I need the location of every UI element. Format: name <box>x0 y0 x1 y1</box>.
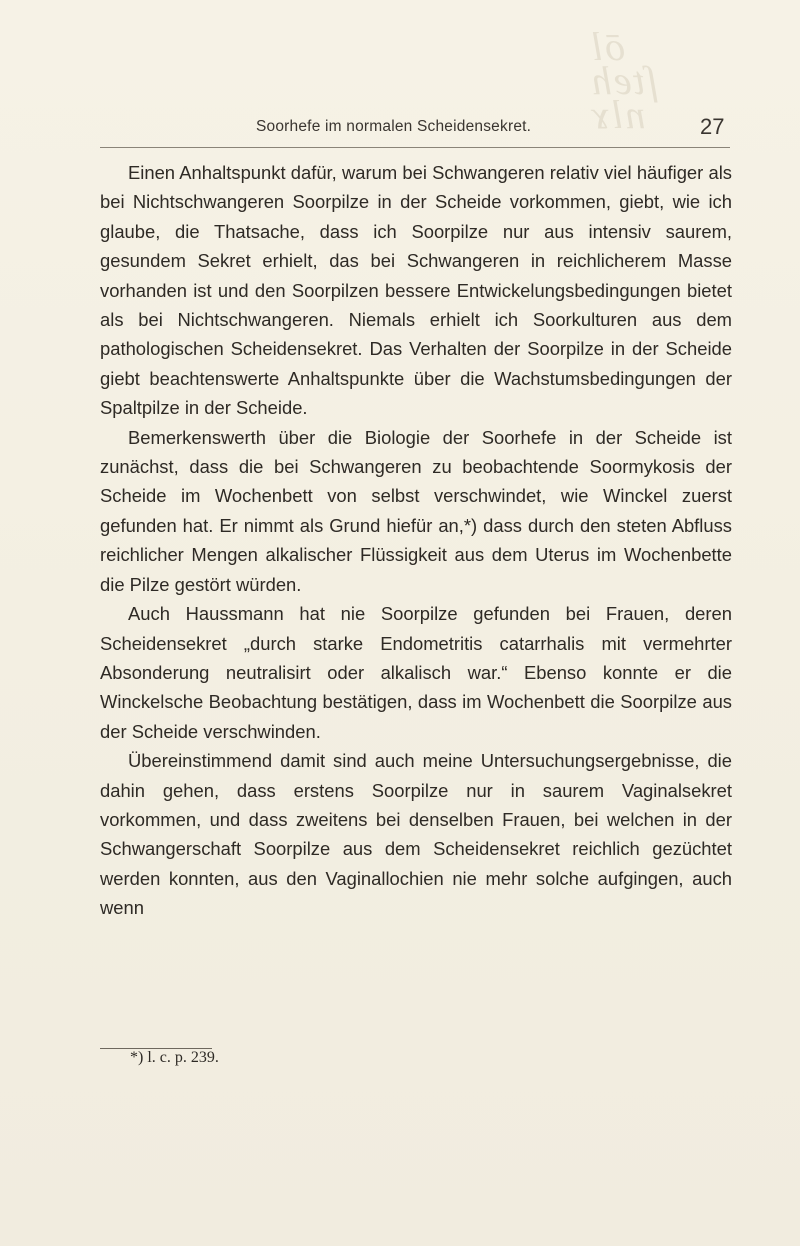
page-number: 27 <box>700 114 725 139</box>
paragraph-4: Übereinstimmend damit sind auch meine Untersuchungsergebnisse, die dahin gehen, dass erstens Soorpilze nur in saurem Vaginalsekret vorkommen, und dass zweitens bei denselben Frauen, bei welchen in der Schwangerschaft Soorpilze aus dem Scheidensekret reichlich gezüchtet werden konnten, aus den Vaginallochien nie mehr solche aufgingen, auch wenn <box>100 750 732 919</box>
paragraph-3: Auch Haussmann hat nie Soorpilze gefunden bei Frauen, deren Scheidensekret „durch starke Endometritis catarrhalis mit vermehrter Absonderung neutralisirt oder alkalisch war.“ Ebenso konnte er die Winckelsche Beobachtung bestätigen, dass im Wochenbett die Soorpilze aus der Scheide verschwinden. <box>100 603 732 742</box>
body-text <box>100 158 732 923</box>
paragraph-2: Bemerkenswerth über die Biologie der Soorhefe in der Scheide ist zunächst, dass die bei Schwangeren zu beobachtende Soormykosis der Scheide im Wochenbett von selbst verschwindet, wie Winckel zuerst gefunden hat. Er nimmt als Grund hiefür an,*) dass durch den steten Abfluss reichlicher Mengen alkalischer Flüssigkeit aus dem Uterus im Wochenbette die Pilze gestört würden. <box>100 426 732 595</box>
paragraph-1: Einen Anhaltspunkt dafür, warum bei Schwangeren relativ viel häufiger als bei Nichtschwangeren Soorpilze in der Scheide vorkommen, giebt, wie ich glaube, die Thatsache, dass ich Soorpilze nur aus intensiv saurem, gesundem Sekret erhielt, das bei Schwangeren in reichlicherem Masse vorhanden ist und den Soorpilzen bessere Entwickelungsbedingungen bietet als bei Nichtschwangeren. Niemals erhielt ich Soorkulturen aus dem pathologischen Scheidensekret. Das Verhalten der Soorpilze in der Scheide giebt beachtenswerte Anhaltspunkte über die Wachstumsbedingungen der Spaltpilze in der Scheide. <box>100 162 732 419</box>
header-divider <box>100 147 730 148</box>
bleed-through-text: ōl ſteh nlɤ <box>590 24 658 137</box>
footnote: *) l. c. p. 239. <box>130 1049 219 1066</box>
running-header-title: Soorhefe im normalen Scheidensekret. <box>256 118 532 135</box>
